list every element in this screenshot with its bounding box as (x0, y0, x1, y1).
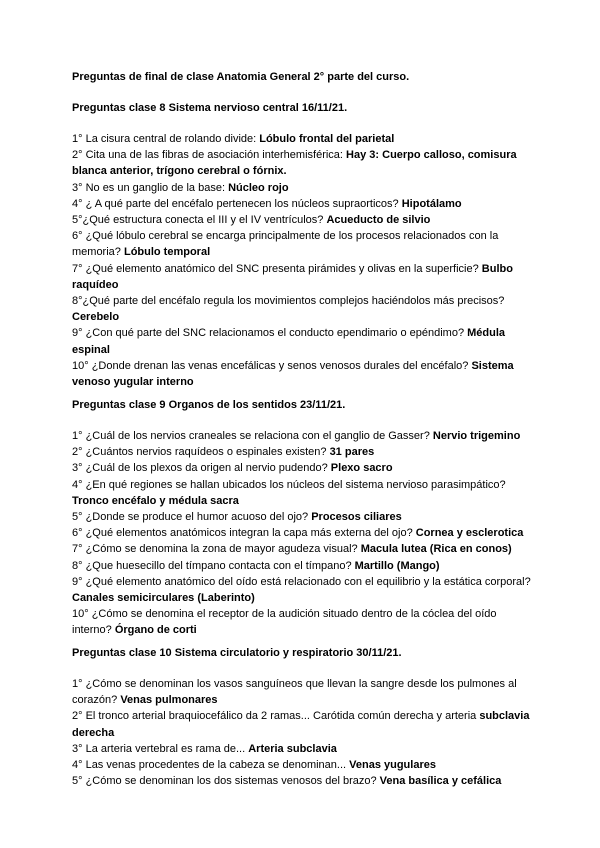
answer-text: Macula lutea (Rica en conos) (360, 543, 512, 556)
question-item (72, 541, 532, 557)
question-item (72, 525, 532, 541)
question-item (72, 428, 532, 444)
section-heading: Preguntas clase 8 Sistema nervioso central 16/11/21. (72, 102, 348, 114)
answer-text: Lóbulo temporal (123, 246, 211, 259)
answer-text: Plexo sacro (330, 462, 393, 475)
question-item (72, 477, 532, 509)
answer-text: Sistema venoso yugular interno (72, 359, 514, 389)
question-item (72, 180, 532, 196)
question-item (72, 196, 532, 212)
question-text: 7° ¿Qué elemento anatómico del SNC presenta pirámides y olivas en la superficie? (72, 262, 482, 275)
question-item (72, 574, 532, 606)
question-text: 3° La arteria vertebral es rama de... (72, 742, 249, 755)
question-item (72, 444, 532, 460)
question-item (72, 293, 532, 325)
question-text: 5° ¿Donde se produce el humor acuoso del ojo? (72, 511, 312, 524)
question-text: 9° ¿Qué elemento anatómico del oído está relacionado con el equilibrio y la estática corporal? (72, 575, 531, 588)
answer-text: Acueducto de silvio (326, 214, 431, 227)
question-text: 2° ¿Cuántos nervios raquídeos o espinales existen? (72, 446, 330, 459)
question-item (72, 606, 532, 638)
answer-text: subclavia derecha (72, 710, 530, 739)
question-text: 9° ¿Con qué parte del SNC relacionamos el conducto ependimario o epéndimo? (72, 327, 468, 340)
answer-text: Núcleo rojo (228, 181, 289, 194)
question-item (72, 147, 532, 179)
answer-text: Hipotálamo (401, 197, 462, 210)
answer-text: Venas pulmonares (120, 694, 218, 707)
question-list (72, 131, 532, 390)
answer-text: Vena basílica y cefálica (379, 775, 502, 788)
question-item (72, 325, 532, 357)
answer-text: Lóbulo frontal del parietal (259, 133, 395, 145)
question-item (72, 558, 532, 574)
question-item (72, 131, 532, 147)
answer-text: Procesos ciliares (311, 511, 402, 524)
answer-text: Venas yugulares (349, 759, 436, 772)
question-text: 4° ¿En qué regiones se hallan ubicados los núcleos del sistema nervioso parasimpático? (72, 478, 506, 491)
question-text: 3° ¿Cuál de los plexos da origen al nervio pudendo? (72, 462, 331, 475)
question-text: 2° Cita una de las fibras de asociación interhemisférica: (72, 149, 347, 162)
question-text: 2° El tronco arterial braquiocefálico da 2 ramas... Carótida común derecha y arteria (72, 710, 480, 723)
answer-text: Médula espinal (72, 327, 506, 356)
question-text: 1° ¿Cuál de los nervios craneales se relaciona con el ganglio de Gasser? (72, 430, 433, 442)
question-text: 6° ¿Qué lóbulo cerebral se encarga principalmente de los procesos relacionados con la memoria? (72, 230, 499, 259)
section-clase-10 (72, 646, 532, 789)
question-text: 10° ¿Cómo se denomina el receptor de la audición situado dentro de la cóclea del oído interno? (72, 608, 497, 637)
question-item (72, 261, 532, 293)
section-clase-8 (72, 101, 532, 390)
section-heading: Preguntas clase 10 Sistema circulatorio y respiratorio 30/11/21. (72, 647, 402, 659)
answer-text: Canales semicirculares (Laberinto) (72, 592, 255, 605)
question-text: 4° Las venas procedentes de la cabeza se denominan... (72, 759, 350, 772)
question-item (72, 212, 532, 228)
answer-text: Cornea y esclerotica (415, 527, 524, 540)
section-clase-9 (72, 398, 532, 639)
question-list (72, 676, 532, 789)
question-item (72, 773, 532, 789)
question-text: 5° ¿Cómo se denominan los dos sistemas venosos del brazo? (72, 775, 380, 788)
answer-text: Bulbo raquídeo (72, 262, 513, 291)
question-item (72, 228, 532, 260)
question-text: 4° ¿ A qué parte del encéfalo pertenecen los núcleos supraorticos? (72, 197, 402, 210)
question-list (72, 428, 532, 639)
question-text: 8°¿Qué parte del encéfalo regula los movimientos complejos haciéndolos más precisos? (72, 295, 505, 308)
question-text: 8° ¿Que huesecillo del tímpano contacta con el tímpano? (72, 559, 355, 572)
answer-text: Martillo (Mango) (354, 559, 440, 572)
document-title: Preguntas de final de clase Anatomia General 2° parte del curso. (72, 71, 410, 83)
question-item (72, 358, 532, 390)
question-item (72, 757, 532, 773)
answer-text: Hay 3: Cuerpo calloso, comisura blanca anterior, trígono cerebral o fórnix. (72, 149, 517, 178)
section-heading: Preguntas clase 9 Organos de los sentidos 23/11/21. (72, 399, 346, 411)
answer-text: Cerebelo (72, 311, 120, 324)
answer-text: 31 pares (329, 446, 375, 459)
question-item (72, 509, 532, 525)
question-text: 6° ¿Qué elementos anatómicos integran la capa más externa del ojo? (72, 527, 416, 540)
question-text: 7° ¿Cómo se denomina la zona de mayor agudeza visual? (72, 543, 361, 556)
answer-text: Arteria subclavia (248, 742, 337, 755)
answer-text: Tronco encéfalo y médula sacra (72, 494, 239, 507)
question-item (72, 460, 532, 476)
question-item (72, 708, 532, 740)
question-text: 1° La cisura central de rolando divide: (72, 133, 260, 145)
question-text: 1° ¿Cómo se denominan los vasos sanguíneos que llevan la sangre desde los pulmones al corazón? (72, 678, 517, 707)
question-text: 10° ¿Donde drenan las venas encefálicas y senos venosos durales del encéfalo? (72, 359, 472, 372)
question-item (72, 741, 532, 757)
question-text: 3° No es un ganglio de la base: (72, 181, 229, 194)
answer-text: Nervio trigemino (432, 430, 521, 442)
question-item (72, 676, 532, 708)
question-text: 5°¿Qué estructura conecta el III y el IV ventrículos? (72, 214, 327, 227)
answer-text: Órgano de corti (114, 624, 197, 637)
